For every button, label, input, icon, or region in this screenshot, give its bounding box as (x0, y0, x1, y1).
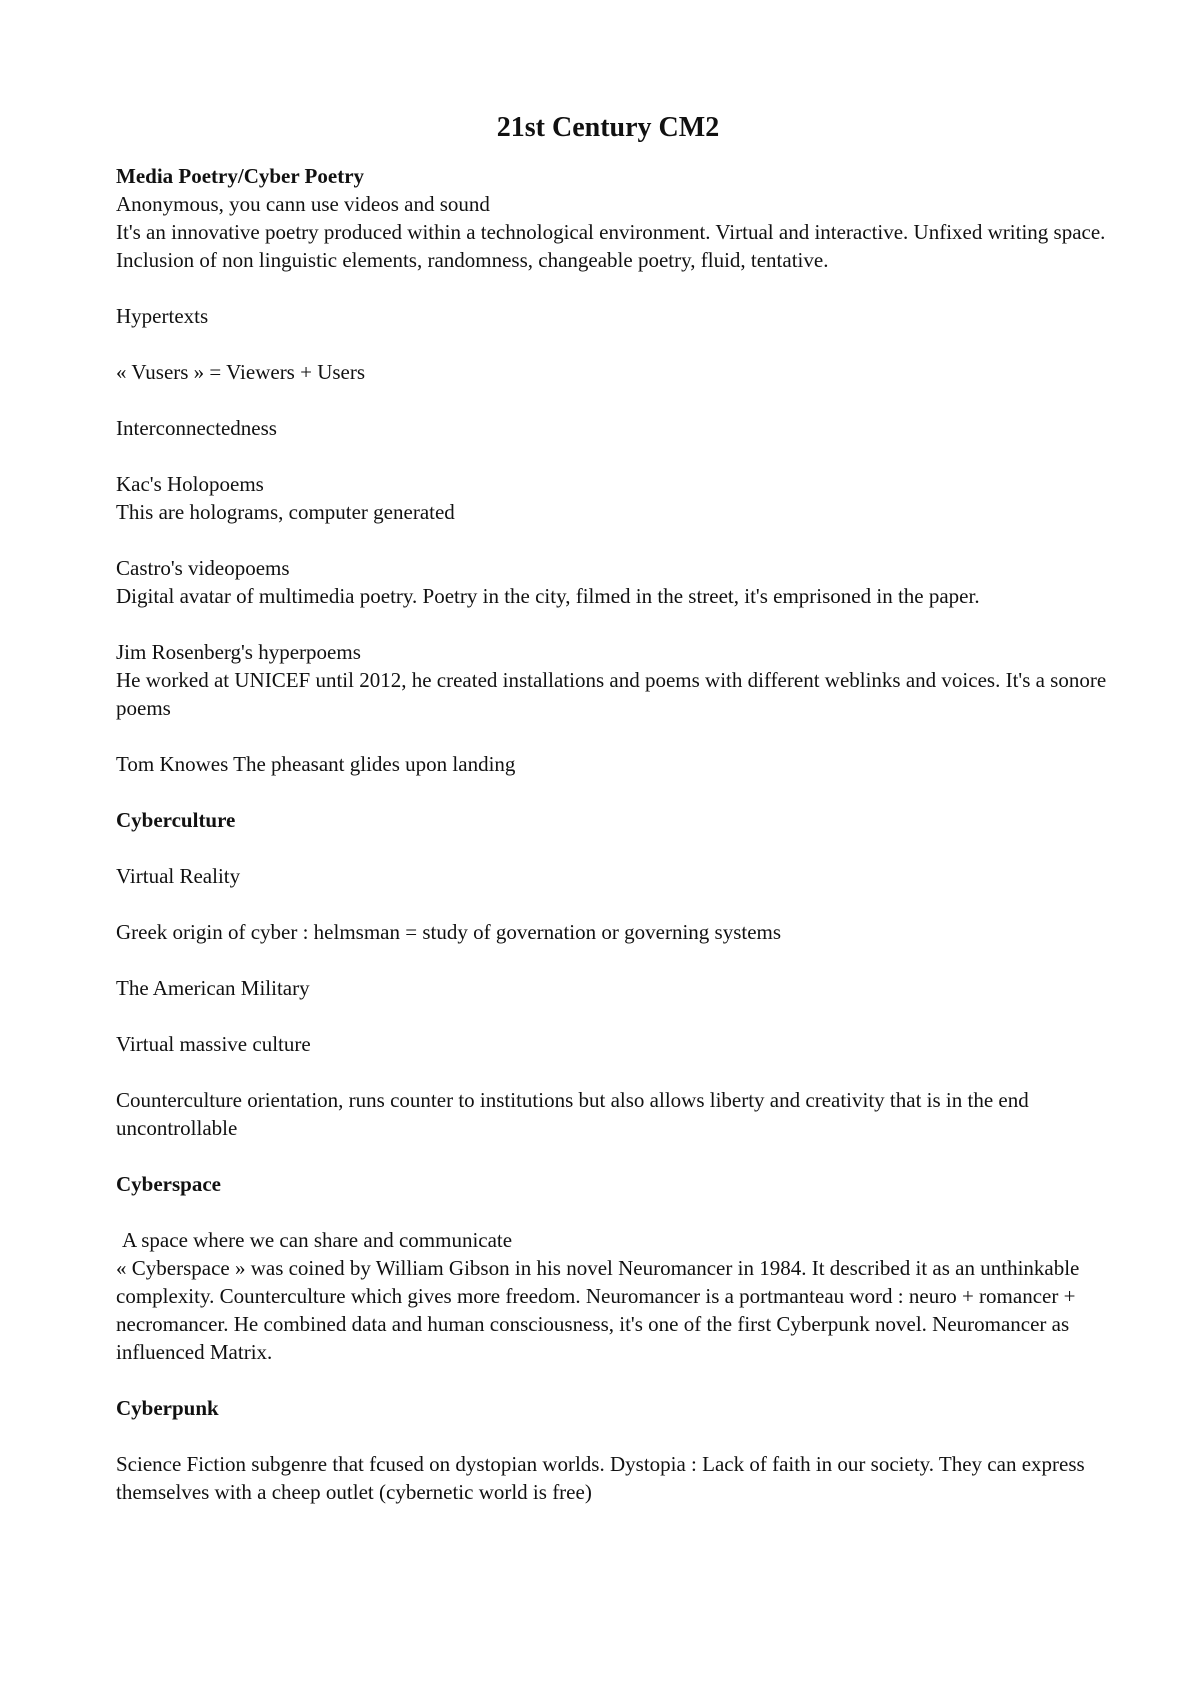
spacer (116, 946, 1116, 974)
spacer (116, 386, 1116, 414)
spacer (116, 1366, 1116, 1394)
paragraph: Tom Knowes The pheasant glides upon landing (116, 752, 516, 776)
spacer (116, 1002, 1116, 1030)
paragraph: Counterculture orientation, runs counter to institutions but also allows liberty and creativity that is in the end uncontrollable (116, 1088, 1029, 1140)
paragraph: Jim Rosenberg's hyperpoems (116, 640, 361, 664)
paragraph: The American Military (116, 976, 310, 1000)
section-heading: Cyberspace (116, 1172, 221, 1196)
paragraph: Kac's Holopoems (116, 472, 264, 496)
paragraph: Interconnectedness (116, 416, 277, 440)
spacer (116, 1422, 1116, 1450)
paragraph: Hypertexts (116, 304, 209, 328)
paragraph: Virtual Reality (116, 864, 241, 888)
spacer (116, 1198, 1116, 1226)
spacer (116, 834, 1116, 862)
paragraph: He worked at UNICEF until 2012, he created installations and poems with different weblinks and voices. It's a sonore poems (116, 668, 1107, 720)
spacer (116, 890, 1116, 918)
section-cyberculture (116, 806, 1116, 1170)
paragraph: « Vusers » = Viewers + Users (116, 360, 366, 384)
spacer (116, 778, 1116, 806)
paragraph: A space where we can share and communicate (122, 1228, 513, 1252)
spacer (116, 610, 1116, 638)
paragraph: This are holograms, computer generated (116, 500, 455, 524)
section-cyberpunk (116, 1394, 1116, 1506)
document-title: 21st Century CM2 (496, 112, 720, 143)
paragraph: Digital avatar of multimedia poetry. Poetry in the city, filmed in the street, it's emprisoned in the paper. (116, 584, 980, 608)
document-page (116, 110, 1116, 1506)
section-heading: Cyberpunk (116, 1396, 219, 1420)
spacer (116, 442, 1116, 470)
section-cyberspace (116, 1170, 1116, 1394)
section-media-poetry (116, 162, 1116, 806)
paragraph: Anonymous, you cann use videos and sound (116, 192, 490, 216)
paragraph: Greek origin of cyber : helmsman = study of governation or governing systems (116, 920, 782, 944)
spacer (116, 722, 1116, 750)
spacer (116, 330, 1116, 358)
paragraph: It's an innovative poetry produced within a technological environment. Virtual and interactive. Unfixed writing space. Inclusion of non linguistic elements, randomness, changeable poetry, fluid, tentative. (116, 220, 1106, 272)
paragraph: « Cyberspace » was coined by William Gibson in his novel Neuromancer in 1984. It described it as an unthinkable complexity. Counterculture which gives more freedom. Neuromancer is a portmanteau word : neuro + romancer + necromancer. He combined data and human consciousness, it's one of the first Cyberpunk novel. Neuromancer as influenced Matrix. (116, 1256, 1080, 1364)
section-heading: Media Poetry/Cyber Poetry (116, 164, 365, 188)
section-heading: Cyberculture (116, 808, 236, 832)
spacer (116, 274, 1116, 302)
spacer (116, 1058, 1116, 1086)
paragraph: Castro's videopoems (116, 556, 290, 580)
paragraph: Science Fiction subgenre that fcused on dystopian worlds. Dystopia : Lack of faith in our society. They can express themselves with a cheep outlet (cybernetic world is free) (116, 1452, 1085, 1504)
paragraph: Virtual massive culture (116, 1032, 311, 1056)
spacer (116, 1142, 1116, 1170)
spacer (116, 526, 1116, 554)
